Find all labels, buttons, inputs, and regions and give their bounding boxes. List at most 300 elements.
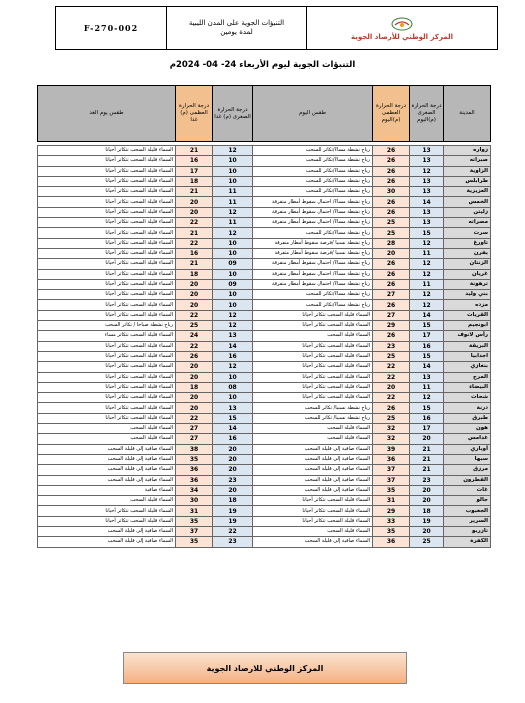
table-row bbox=[38, 331, 491, 341]
min-tomorrow-cell: 10 bbox=[213, 248, 253, 258]
weather-today-cell: رياح نشطة مساءً/تكاثر للسحب bbox=[253, 228, 373, 238]
city-cell: بنغازي bbox=[444, 362, 491, 372]
max-tomorrow-cell: 21 bbox=[176, 259, 213, 269]
min-tomorrow-cell: 10 bbox=[213, 238, 253, 248]
min-tomorrow-cell: 10 bbox=[213, 290, 253, 300]
weather-tomorrow-cell: السماء قليلة السحب تتكاثر أحيانا bbox=[38, 146, 176, 156]
weather-today-cell: رياح نشطة مساءً/تكاثر للسحب bbox=[253, 187, 373, 197]
table-row bbox=[38, 228, 491, 238]
min-tomorrow-cell: 13 bbox=[213, 331, 253, 341]
min-today-cell: 11 bbox=[410, 279, 444, 289]
header-subtitle-line1: التنبؤات الجوية على المدن الليبية bbox=[188, 19, 285, 27]
table-row bbox=[38, 176, 491, 186]
min-today-cell: 12 bbox=[410, 393, 444, 403]
table-row bbox=[38, 496, 491, 506]
weather-today-cell: رياح نشطة نسبيا /فرصة سقوط أمطار متفرقة bbox=[253, 238, 373, 248]
max-today-cell: 30 bbox=[373, 187, 410, 197]
min-tomorrow-cell: 10 bbox=[213, 156, 253, 166]
weather-tomorrow-cell: السماء قليلة السحب تتكاثر مساء bbox=[38, 331, 176, 341]
min-today-cell: 13 bbox=[410, 146, 444, 156]
weather-tomorrow-cell: السماء قليلة السحب تتكاثر أحيانا bbox=[38, 156, 176, 166]
city-cell: ترهونة bbox=[444, 279, 491, 289]
weather-tomorrow-cell: السماء قليلة السحب تتكاثر أحيانا bbox=[38, 506, 176, 516]
col-max-today: درجة الحرارة العظمى (م)اليوم bbox=[373, 86, 410, 142]
max-tomorrow-cell: 22 bbox=[176, 413, 213, 423]
weather-tomorrow-cell: السماء قليلة السحب تتكاثر أحيانا bbox=[38, 259, 176, 269]
min-tomorrow-cell: 09 bbox=[213, 279, 253, 289]
city-cell: شحات bbox=[444, 393, 491, 403]
min-today-cell: 14 bbox=[410, 197, 444, 207]
weather-tomorrow-cell: السماء قليلة السحب تتكاثر أحيانا bbox=[38, 176, 176, 186]
weather-tomorrow-cell: السماء قليلة السحب تتكاثر أحيانا bbox=[38, 197, 176, 207]
weather-today-cell: السماء قليلة السحب تتكاثر أحيانا bbox=[253, 362, 373, 372]
table-row bbox=[38, 310, 491, 320]
max-tomorrow-cell: 22 bbox=[176, 238, 213, 248]
col-city: المدينة bbox=[444, 86, 491, 142]
city-cell: هون bbox=[444, 424, 491, 434]
weather-today-cell: رياح نشطة مساءً/تكاثر للسحب bbox=[253, 300, 373, 310]
weather-tomorrow-cell: السماء قليلة السحب تتكاثر أحيانا bbox=[38, 341, 176, 351]
min-tomorrow-cell: 15 bbox=[213, 413, 253, 423]
city-cell: مصراته bbox=[444, 218, 491, 228]
city-cell: القطرون bbox=[444, 475, 491, 485]
weather-tomorrow-cell: السماء قليلة السحب تتكاثر أحيانا bbox=[38, 290, 176, 300]
city-cell: غريان bbox=[444, 269, 491, 279]
org-block bbox=[306, 7, 497, 49]
max-tomorrow-cell: 35 bbox=[176, 454, 213, 464]
min-today-cell: 14 bbox=[410, 310, 444, 320]
max-today-cell: 26 bbox=[373, 156, 410, 166]
min-tomorrow-cell: 11 bbox=[213, 218, 253, 228]
city-cell: البيضاء bbox=[444, 382, 491, 392]
table-row bbox=[38, 403, 491, 413]
weather-tomorrow-cell: السماء قليلة السحب تتكاثر أحيانا bbox=[38, 187, 176, 197]
weather-today-cell: رياح نشطة نسبيا/ تكاثر للسحب bbox=[253, 403, 373, 413]
min-tomorrow-cell: 10 bbox=[213, 300, 253, 310]
min-tomorrow-cell: 10 bbox=[213, 269, 253, 279]
city-cell: تاورغ bbox=[444, 238, 491, 248]
weather-today-cell: السماء قليلة السحب تتكاثر أحيانا bbox=[253, 516, 373, 526]
max-today-cell: 26 bbox=[373, 176, 410, 186]
min-today-cell: 13 bbox=[410, 187, 444, 197]
table-row bbox=[38, 526, 491, 536]
max-tomorrow-cell: 20 bbox=[176, 279, 213, 289]
table-row bbox=[38, 269, 491, 279]
max-tomorrow-cell: 27 bbox=[176, 434, 213, 444]
weather-today-cell: السماء قليلة السحب تتكاثر أحيانا bbox=[253, 351, 373, 361]
city-cell: جالو bbox=[444, 496, 491, 506]
min-tomorrow-cell: 10 bbox=[213, 176, 253, 186]
table-row bbox=[38, 424, 491, 434]
table-row bbox=[38, 300, 491, 310]
min-tomorrow-cell: 20 bbox=[213, 485, 253, 495]
weather-tomorrow-cell: السماء صافية إلى قليلة السحب bbox=[38, 454, 176, 464]
min-today-cell: 12 bbox=[410, 290, 444, 300]
weather-tomorrow-cell: السماء قليلة السحب تتكاثر أحيانا bbox=[38, 207, 176, 217]
weather-today-cell: السماء قليلة السحب تتكاثر أحيانا bbox=[253, 393, 373, 403]
min-today-cell: 20 bbox=[410, 434, 444, 444]
table-row bbox=[38, 454, 491, 464]
min-tomorrow-cell: 13 bbox=[213, 403, 253, 413]
table-row bbox=[38, 321, 491, 331]
min-today-cell: 14 bbox=[410, 362, 444, 372]
weather-tomorrow-cell: السماء صافية إلى قليلة السحب bbox=[38, 526, 176, 536]
max-tomorrow-cell: 35 bbox=[176, 516, 213, 526]
city-cell: غدامس bbox=[444, 434, 491, 444]
table-row bbox=[38, 372, 491, 382]
max-tomorrow-cell: 18 bbox=[176, 382, 213, 392]
min-tomorrow-cell: 20 bbox=[213, 444, 253, 454]
city-cell: طبرق bbox=[444, 413, 491, 423]
max-tomorrow-cell: 17 bbox=[176, 166, 213, 176]
weather-today-cell: رياح نشطة مساءً/تكاثر للسحب bbox=[253, 176, 373, 186]
max-tomorrow-cell: 18 bbox=[176, 176, 213, 186]
max-today-cell: 35 bbox=[373, 526, 410, 536]
min-tomorrow-cell: 14 bbox=[213, 341, 253, 351]
weather-today-cell: رياح نشطة مساءً/تكاثر للسحب bbox=[253, 290, 373, 300]
min-today-cell: 20 bbox=[410, 496, 444, 506]
max-tomorrow-cell: 22 bbox=[176, 341, 213, 351]
table-row bbox=[38, 434, 491, 444]
weather-today-cell: رياح نشطة مساءً/تكاثر للسحب bbox=[253, 166, 373, 176]
table-row bbox=[38, 146, 491, 156]
min-today-cell: 11 bbox=[410, 382, 444, 392]
max-today-cell: 26 bbox=[373, 331, 410, 341]
weather-today-cell: السماء قليلة السحب bbox=[253, 424, 373, 434]
city-cell: سرت bbox=[444, 228, 491, 238]
max-tomorrow-cell: 18 bbox=[176, 269, 213, 279]
table-row bbox=[38, 444, 491, 454]
min-tomorrow-cell: 12 bbox=[213, 228, 253, 238]
footer-banner: المركز الوطني للارصاد الجوية bbox=[123, 652, 407, 684]
max-today-cell: 26 bbox=[373, 279, 410, 289]
weather-today-cell: رياح نشطة نسبيا /فرصة سقوط أمطار متفرقة bbox=[253, 248, 373, 258]
min-today-cell: 20 bbox=[410, 526, 444, 536]
min-today-cell: 12 bbox=[410, 238, 444, 248]
min-today-cell: 13 bbox=[410, 218, 444, 228]
max-today-cell: 26 bbox=[373, 300, 410, 310]
weather-today-cell: رياح نشطة مساءً/تكاثر للسحب bbox=[253, 156, 373, 166]
min-tomorrow-cell: 11 bbox=[213, 197, 253, 207]
col-max-tomorrow: درجة الحرارة العظمى (م) غدا bbox=[176, 86, 213, 142]
min-today-cell: 19 bbox=[410, 516, 444, 526]
max-tomorrow-cell: 24 bbox=[176, 331, 213, 341]
document-header bbox=[55, 6, 498, 50]
table-row bbox=[38, 413, 491, 423]
min-today-cell: 15 bbox=[410, 351, 444, 361]
table-row bbox=[38, 393, 491, 403]
weather-today-cell: السماء قليلة السحب bbox=[253, 331, 373, 341]
min-today-cell: 13 bbox=[410, 372, 444, 382]
weather-tomorrow-cell: السماء قليلة السحب تتكاثر أحيانا bbox=[38, 248, 176, 258]
max-today-cell: 26 bbox=[373, 166, 410, 176]
weather-today-cell: رياح نشطة مساءً/ احتمال سقوط أمطار متفرقة bbox=[253, 197, 373, 207]
table-row bbox=[38, 516, 491, 526]
max-today-cell: 23 bbox=[373, 341, 410, 351]
max-today-cell: 39 bbox=[373, 444, 410, 454]
max-tomorrow-cell: 20 bbox=[176, 197, 213, 207]
max-today-cell: 26 bbox=[373, 403, 410, 413]
weather-today-cell: السماء قليلة السحب تتكاثر أحيانا bbox=[253, 341, 373, 351]
weather-today-cell: السماء صافية إلى قليلة السحب bbox=[253, 465, 373, 475]
max-today-cell: 26 bbox=[373, 259, 410, 269]
max-tomorrow-cell: 16 bbox=[176, 156, 213, 166]
max-tomorrow-cell: 34 bbox=[176, 485, 213, 495]
table-row bbox=[38, 465, 491, 475]
weather-tomorrow-cell: السماء قليلة السحب تتكاثر أحيانا bbox=[38, 166, 176, 176]
max-today-cell: 22 bbox=[373, 372, 410, 382]
min-tomorrow-cell: 12 bbox=[213, 146, 253, 156]
table-row bbox=[38, 290, 491, 300]
table-row bbox=[38, 475, 491, 485]
max-today-cell: 26 bbox=[373, 197, 410, 207]
max-tomorrow-cell: 20 bbox=[176, 362, 213, 372]
weather-today-cell: السماء صافية إلى قليلة السحب bbox=[253, 454, 373, 464]
city-cell: المرج bbox=[444, 372, 491, 382]
min-today-cell: 25 bbox=[410, 537, 444, 547]
weather-tomorrow-cell: رياح نشطة صباحا / تكاثر السحب bbox=[38, 321, 176, 331]
weather-tomorrow-cell: السماء صافية إلى قليلة السحب bbox=[38, 475, 176, 485]
max-today-cell: 35 bbox=[373, 485, 410, 495]
table-row bbox=[38, 248, 491, 258]
table-row bbox=[38, 166, 491, 176]
org-name: المركز الوطني للأرصاد الجوية bbox=[350, 33, 454, 41]
min-tomorrow-cell: 23 bbox=[213, 475, 253, 485]
weather-tomorrow-cell: السماء قليلة السحب تتكاثر أحيانا bbox=[38, 362, 176, 372]
table-row bbox=[38, 537, 491, 547]
min-today-cell: 12 bbox=[410, 300, 444, 310]
weather-tomorrow-cell: السماء قليلة السحب تتكاثر أحيانا bbox=[38, 382, 176, 392]
min-today-cell: 12 bbox=[410, 259, 444, 269]
header-subtitle bbox=[166, 7, 306, 49]
max-tomorrow-cell: 20 bbox=[176, 207, 213, 217]
min-today-cell: 15 bbox=[410, 403, 444, 413]
col-weather-tomorrow: طقس يوم الغد bbox=[38, 86, 176, 142]
weather-tomorrow-cell: السماء قليلة السحب تتكاثر أحيانا bbox=[38, 310, 176, 320]
city-cell: بني وليد bbox=[444, 290, 491, 300]
city-cell: زواره bbox=[444, 146, 491, 156]
weather-today-cell: السماء قليلة السحب bbox=[253, 434, 373, 444]
city-cell: يفرن bbox=[444, 248, 491, 258]
max-tomorrow-cell: 35 bbox=[176, 537, 213, 547]
weather-tomorrow-cell: السماء صافية إلى قليلة السحب bbox=[38, 465, 176, 475]
city-cell: الخمس bbox=[444, 197, 491, 207]
weather-tomorrow-cell: السماء قليلة السحب تتكاثر أحيانا bbox=[38, 218, 176, 228]
city-cell: طرابلس bbox=[444, 176, 491, 186]
min-tomorrow-cell: 12 bbox=[213, 207, 253, 217]
min-today-cell: 12 bbox=[410, 166, 444, 176]
min-tomorrow-cell: 23 bbox=[213, 537, 253, 547]
weather-today-cell: رياح نشطة مساءً/تكاثر للسحب bbox=[253, 146, 373, 156]
weather-tomorrow-cell: السماء قليلة السحب تتكاثر أحيانا bbox=[38, 238, 176, 248]
min-today-cell: 15 bbox=[410, 228, 444, 238]
weather-today-cell: رياح نشطة مساءً/ احتمال سقوط أمطار متفرقة bbox=[253, 269, 373, 279]
min-today-cell: 18 bbox=[410, 506, 444, 516]
max-today-cell: 25 bbox=[373, 218, 410, 228]
min-tomorrow-cell: 10 bbox=[213, 372, 253, 382]
city-cell: السرير bbox=[444, 516, 491, 526]
min-tomorrow-cell: 16 bbox=[213, 434, 253, 444]
max-today-cell: 25 bbox=[373, 228, 410, 238]
max-tomorrow-cell: 25 bbox=[176, 321, 213, 331]
min-tomorrow-cell: 20 bbox=[213, 454, 253, 464]
col-min-today: درجة الحرارة الصغرى (م)اليوم bbox=[410, 86, 444, 142]
max-tomorrow-cell: 26 bbox=[176, 351, 213, 361]
city-cell: مرزق bbox=[444, 465, 491, 475]
city-cell: رأس لانوف bbox=[444, 331, 491, 341]
min-tomorrow-cell: 18 bbox=[213, 496, 253, 506]
forecast-title: التنبؤات الجوية ليوم الأربعاء 24- 04- 2024م bbox=[169, 60, 356, 70]
min-today-cell: 21 bbox=[410, 465, 444, 475]
max-tomorrow-cell: 21 bbox=[176, 228, 213, 238]
max-today-cell: 31 bbox=[373, 496, 410, 506]
max-tomorrow-cell: 16 bbox=[176, 248, 213, 258]
max-today-cell: 37 bbox=[373, 465, 410, 475]
weather-today-cell: السماء صافية إلى قليلة السحب bbox=[253, 537, 373, 547]
max-today-cell: 25 bbox=[373, 351, 410, 361]
city-cell: الجغبوب bbox=[444, 506, 491, 516]
max-today-cell: 33 bbox=[373, 516, 410, 526]
max-today-cell: 29 bbox=[373, 506, 410, 516]
max-today-cell: 22 bbox=[373, 362, 410, 372]
table-row bbox=[38, 506, 491, 516]
table-row bbox=[38, 279, 491, 289]
max-tomorrow-cell: 22 bbox=[176, 218, 213, 228]
weather-today-cell: رياح نشطة مساءً/ احتمال سقوط أمطار متفرقة bbox=[253, 218, 373, 228]
table-row bbox=[38, 238, 491, 248]
min-today-cell: 13 bbox=[410, 207, 444, 217]
weather-today-cell: السماء صافية إلى قليلة السحب bbox=[253, 485, 373, 495]
max-today-cell: 20 bbox=[373, 382, 410, 392]
weather-tomorrow-cell: السماء صافية إلى قليلة السحب bbox=[38, 444, 176, 454]
table-row bbox=[38, 485, 491, 495]
weather-today-cell: السماء قليلة السحب تتكاثر أحيانا bbox=[253, 506, 373, 516]
max-tomorrow-cell: 36 bbox=[176, 475, 213, 485]
city-cell: البريقة bbox=[444, 341, 491, 351]
min-tomorrow-cell: 16 bbox=[213, 351, 253, 361]
weather-today-cell: السماء قليلة السحب bbox=[253, 526, 373, 536]
table-row bbox=[38, 351, 491, 361]
city-cell: صبراته bbox=[444, 156, 491, 166]
weather-tomorrow-cell: السماء صافية إلى قليلة السحب bbox=[38, 537, 176, 547]
max-tomorrow-cell: 30 bbox=[176, 496, 213, 506]
max-today-cell: 20 bbox=[373, 248, 410, 258]
max-today-cell: 25 bbox=[373, 413, 410, 423]
max-today-cell: 22 bbox=[373, 393, 410, 403]
max-tomorrow-cell: 38 bbox=[176, 444, 213, 454]
weather-today-cell: السماء قليلة السحب تتكاثر أحيانا bbox=[253, 382, 373, 392]
city-cell: العزيزية bbox=[444, 187, 491, 197]
min-today-cell: 11 bbox=[410, 248, 444, 258]
min-tomorrow-cell: 12 bbox=[213, 362, 253, 372]
max-tomorrow-cell: 37 bbox=[176, 526, 213, 536]
max-today-cell: 32 bbox=[373, 434, 410, 444]
weather-today-cell: رياح نشطة مساءً/ احتمال سقوط أمطار متفرقة bbox=[253, 207, 373, 217]
weather-tomorrow-cell: السماء قليلة السحب bbox=[38, 434, 176, 444]
city-cell: اجدابيا bbox=[444, 351, 491, 361]
weather-tomorrow-cell: السماء قليلة السحب bbox=[38, 424, 176, 434]
city-cell: تازربو bbox=[444, 526, 491, 536]
table-row bbox=[38, 197, 491, 207]
min-today-cell: 16 bbox=[410, 413, 444, 423]
min-tomorrow-cell: 08 bbox=[213, 382, 253, 392]
min-tomorrow-cell: 12 bbox=[213, 321, 253, 331]
weather-today-cell: السماء قليلة السحب تتكاثر أحيانا bbox=[253, 496, 373, 506]
max-today-cell: 26 bbox=[373, 207, 410, 217]
min-today-cell: 17 bbox=[410, 331, 444, 341]
weather-tomorrow-cell: السماء قليلة السحب تتكاثر أحيانا bbox=[38, 372, 176, 382]
city-cell: غات bbox=[444, 485, 491, 495]
city-cell: القريات bbox=[444, 310, 491, 320]
max-tomorrow-cell: 20 bbox=[176, 403, 213, 413]
weather-tomorrow-cell: السماء قليلة السحب تتكاثر أحيانا bbox=[38, 393, 176, 403]
max-tomorrow-cell: 20 bbox=[176, 290, 213, 300]
table-header-row bbox=[38, 86, 491, 142]
weather-tomorrow-cell: السماء قليلة السحب تتكاثر أحيانا bbox=[38, 413, 176, 423]
table-row bbox=[38, 187, 491, 197]
max-tomorrow-cell: 31 bbox=[176, 506, 213, 516]
col-min-tomorrow: درجة الحرارة الصغرى (م) غدا bbox=[213, 86, 253, 142]
min-today-cell: 20 bbox=[410, 485, 444, 495]
weather-today-cell: رياح نشطة مساءً/ احتمال سقوط أمطار متفرقة bbox=[253, 259, 373, 269]
min-tomorrow-cell: 19 bbox=[213, 516, 253, 526]
weather-tomorrow-cell: السماء قليلة السحب تتكاثر أحيانا bbox=[38, 351, 176, 361]
weather-today-cell: السماء قليلة السحب تتكاثر أحيانا bbox=[253, 321, 373, 331]
weather-today-cell: السماء صافية إلى قليلة السحب bbox=[253, 444, 373, 454]
weather-today-cell: السماء صافية إلى قليلة السحب bbox=[253, 475, 373, 485]
min-tomorrow-cell: 22 bbox=[213, 526, 253, 536]
min-tomorrow-cell: 12 bbox=[213, 310, 253, 320]
max-tomorrow-cell: 21 bbox=[176, 146, 213, 156]
max-tomorrow-cell: 20 bbox=[176, 393, 213, 403]
min-tomorrow-cell: 10 bbox=[213, 393, 253, 403]
min-tomorrow-cell: 20 bbox=[213, 465, 253, 475]
min-today-cell: 21 bbox=[410, 444, 444, 454]
weather-today-cell: السماء قليلة السحب تتكاثر أحيانا bbox=[253, 372, 373, 382]
table-row bbox=[38, 156, 491, 166]
max-today-cell: 32 bbox=[373, 424, 410, 434]
forecast-table bbox=[37, 85, 491, 548]
min-tomorrow-cell: 11 bbox=[213, 187, 253, 197]
header-subtitle-line2: لمدة يومين bbox=[220, 28, 253, 36]
max-today-cell: 29 bbox=[373, 321, 410, 331]
weather-tomorrow-cell: السماء قليلة السحب تتكاثر أحيانا bbox=[38, 279, 176, 289]
table-row bbox=[38, 207, 491, 217]
table-row bbox=[38, 341, 491, 351]
max-today-cell: 36 bbox=[373, 454, 410, 464]
min-today-cell: 17 bbox=[410, 424, 444, 434]
min-today-cell: 16 bbox=[410, 341, 444, 351]
table-row bbox=[38, 362, 491, 372]
table-row bbox=[38, 259, 491, 269]
min-today-cell: 23 bbox=[410, 475, 444, 485]
max-tomorrow-cell: 21 bbox=[176, 187, 213, 197]
min-tomorrow-cell: 14 bbox=[213, 424, 253, 434]
weather-tomorrow-cell: السماء قليلة السحب تتكاثر أحيانا bbox=[38, 403, 176, 413]
max-tomorrow-cell: 20 bbox=[176, 372, 213, 382]
max-tomorrow-cell: 22 bbox=[176, 310, 213, 320]
weather-today-cell: رياح نشطة نسبيا/ تكاثر للسحب bbox=[253, 413, 373, 423]
table-row bbox=[38, 382, 491, 392]
weather-tomorrow-cell: السماء قليلة السحب تتكاثر أحيانا bbox=[38, 516, 176, 526]
max-today-cell: 26 bbox=[373, 146, 410, 156]
table-body bbox=[38, 142, 491, 548]
min-today-cell: 21 bbox=[410, 454, 444, 464]
city-cell: الزاوية bbox=[444, 166, 491, 176]
max-tomorrow-cell: 27 bbox=[176, 424, 213, 434]
city-cell: درنة bbox=[444, 403, 491, 413]
min-today-cell: 12 bbox=[410, 269, 444, 279]
